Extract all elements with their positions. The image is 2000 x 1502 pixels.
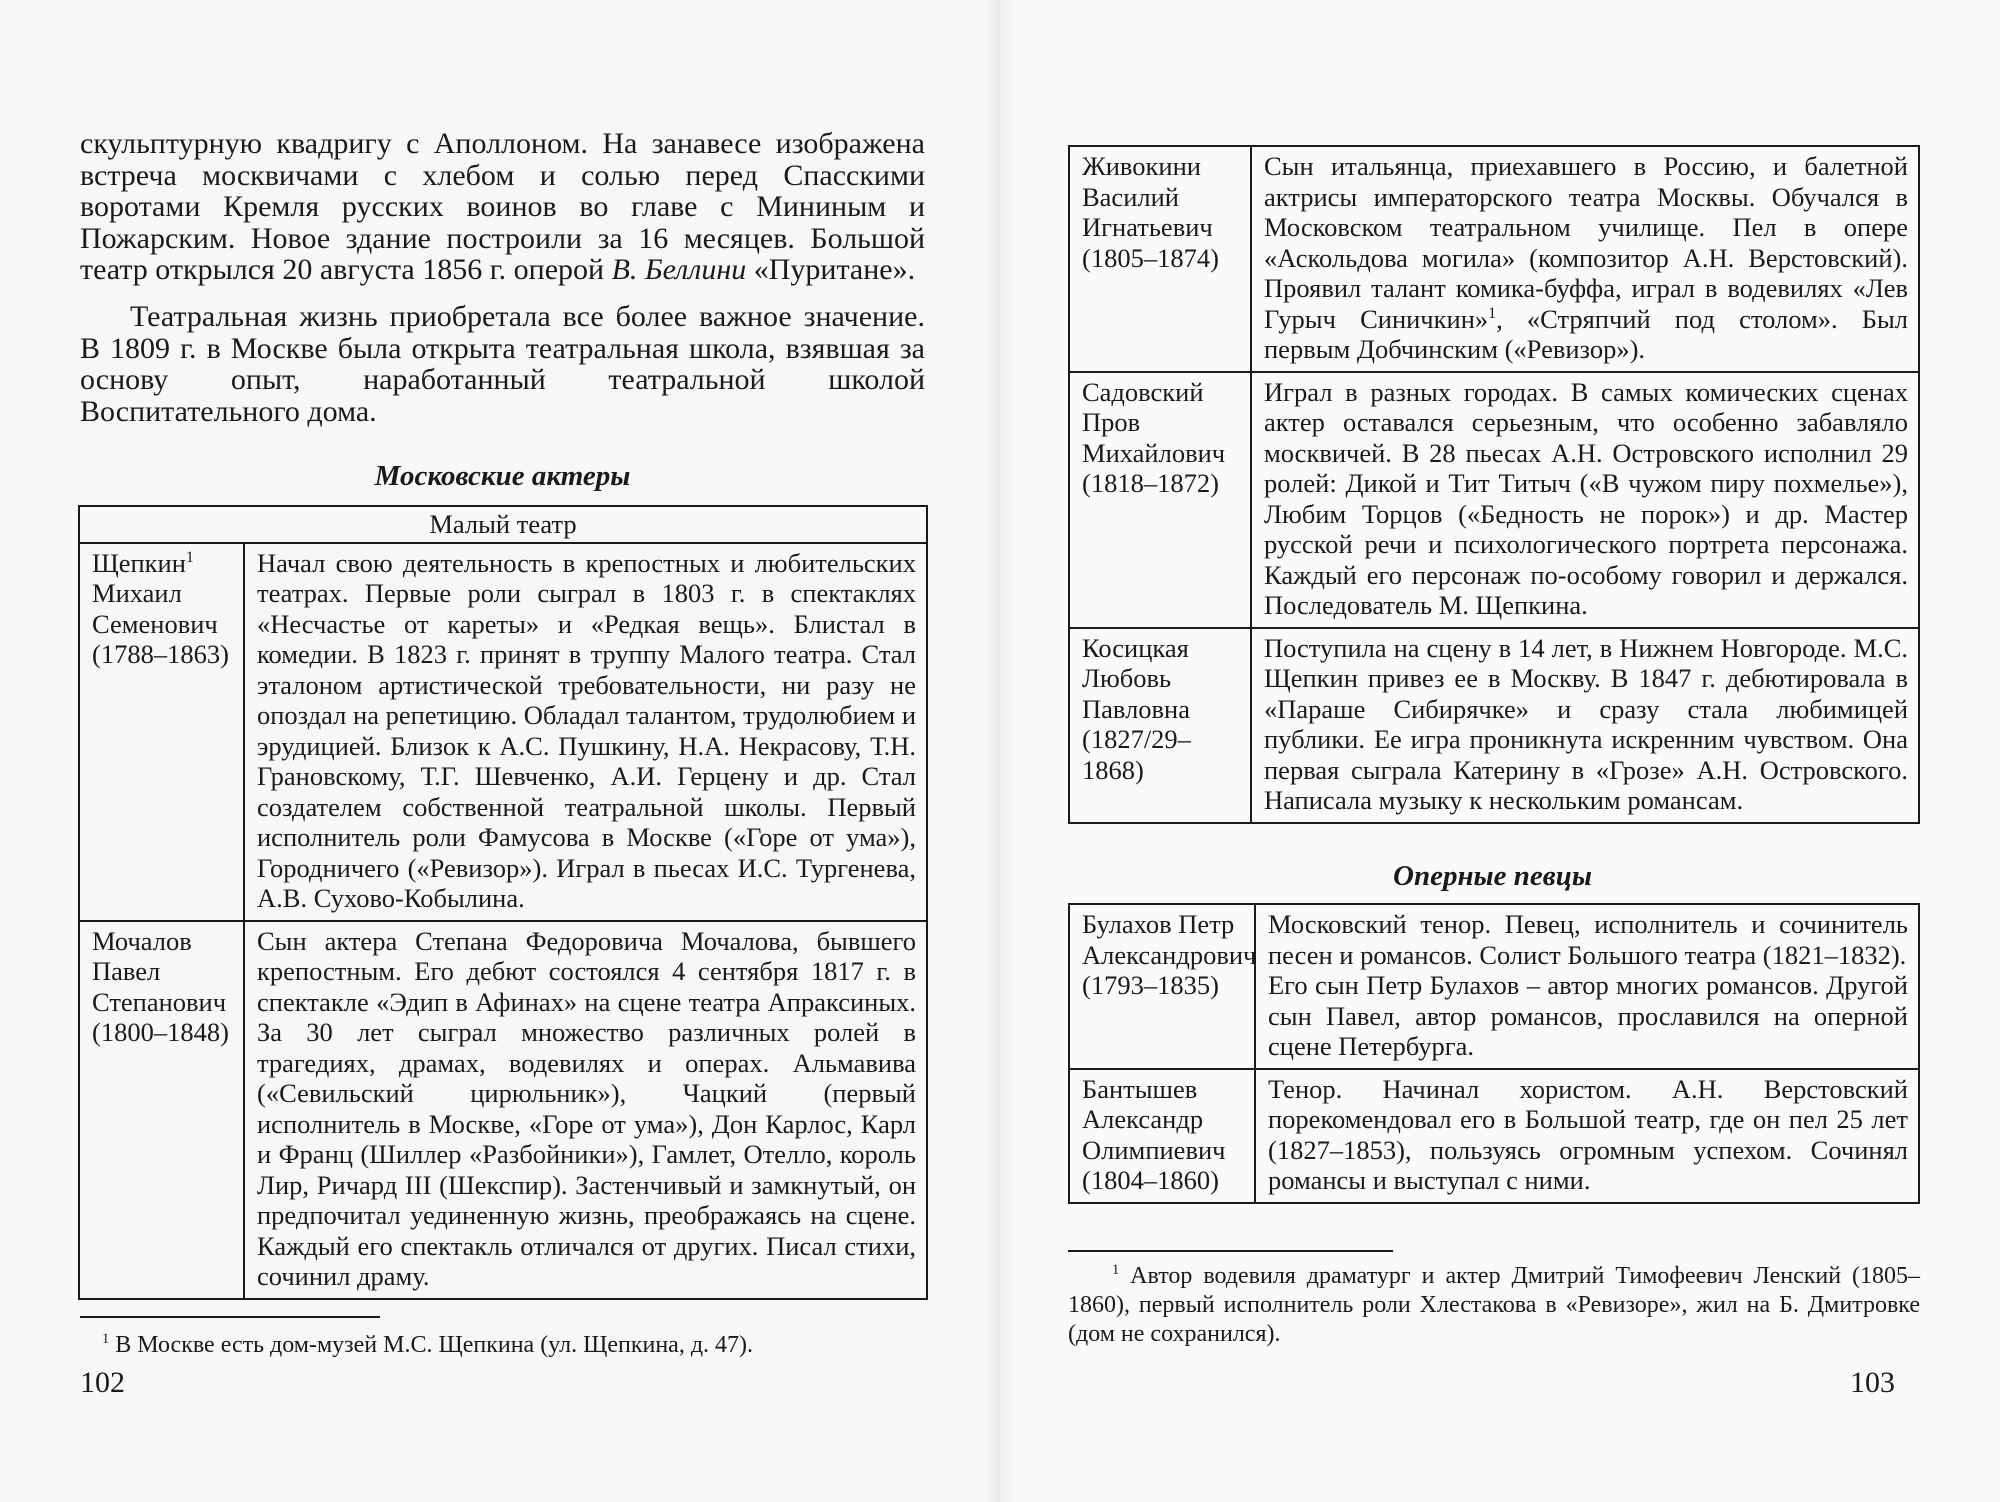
table-header-row xyxy=(79,506,927,543)
table-row xyxy=(79,921,927,1299)
footnote: $^1$ Автор водевиля драматург и актер Дмитрий Тимофеевич Ленский (1805–1860), первый исполнитель роли Хлестакова в «Ревизоре», жил на Б. Дмитровке (дом не сохранился). xyxy=(1068,1262,1920,1347)
table-row xyxy=(1069,372,1919,628)
singer-name: Булахов Петр Александрович (1793–1835) xyxy=(1069,904,1255,1069)
intro-paragraph: скульптурную квадригу с Аполлоном. На занавесе изображена встреча москвичами с хлебом и солью перед Спасскими воротами Кремля русских воинов во главе с Мининым и Пожарским. Новое здание построили за 16 месяцев. Большой театр открылся 20 августа 1856 г. оперой В. Беллини «Пуритане». xyxy=(80,127,925,286)
singer-name: Бантышев Александр Олимпиевич (1804–1860) xyxy=(1069,1069,1255,1203)
singer-bio: Московский тенор. Певец, исполнитель и сочинитель песен и романсов. Солист Большого театра (1821–1832). Его сын Петр Булахов – автор многих романсов. Другой сын Павел, автор романсов, прославился на оперной сцене Петербурга. xyxy=(1255,904,1919,1069)
actor-name: Живокини Василий Игнатьевич (1805–1874) xyxy=(1069,146,1251,372)
actor-bio: Сын актера Степана Федоровича Мочалова, бывшего крепостным. Его дебют состоялся 4 сентября 1817 г. в спектакле «Эдип в Афинах» на сцене театра Апраксиных. За 30 лет сыграл множество различных ролей в трагедиях, драмах, водевилях и операх. Альмавива («Севильский цирюльник»), Чацкий (первый исполнитель в Москве, «Горе от ума»), Дон Карлос, Карл и Франц (Шиллер «Разбойники»), Гамлет, Отелло, король Лир, Ричард III (Шекспир). Застенчивый и замкнутый, он предпочитал уединенную жизнь, преображаясь на сцене. Каждый его спектакль отличался от других. Писал стихи, сочинил драму. xyxy=(244,921,927,1299)
table-row xyxy=(1069,628,1919,823)
footnote-rule xyxy=(80,1316,380,1318)
footnote-marker: 1 xyxy=(1488,304,1497,322)
table-row xyxy=(79,543,927,921)
book-gutter xyxy=(985,0,1015,1502)
moscow-actors-table-continued xyxy=(1068,145,1920,824)
actor-name: Садовский Пров Михайлович (1818–1872) xyxy=(1069,372,1251,628)
table-row xyxy=(1069,904,1919,1069)
footnote-marker: 1 xyxy=(185,548,194,566)
footnote: $^1$ В Москве есть дом-музей М.С. Щепкина (ул. Щепкина, д. 47). xyxy=(102,1331,754,1358)
page-number: 102 xyxy=(80,1366,125,1399)
table-row xyxy=(1069,1069,1919,1203)
footnote-marker: 1 xyxy=(1112,1262,1120,1278)
table-header-maly-theatre: Малый театр xyxy=(79,506,927,543)
actor-bio: Сын итальянца, приехавшего в Россию, и балетной актрисы императорского театра Москвы. Обучался в Московском театральном училище. Пел в опере «Аскольдова могила» (композитор А.Н. Верстовский). Проявил талант комика-буффа, играл в водевилях «Лев Гурыч Синичкин»$^1$, «Стряпчий под столом». Был первым Добчинским («Ревизор»). xyxy=(1251,146,1919,372)
moscow-actors-table xyxy=(78,505,928,1300)
page-number: 103 xyxy=(1850,1366,1895,1399)
table-row xyxy=(1069,146,1919,372)
actor-bio: Начал свою деятельность в крепостных и любительских театрах. Первые роли сыграл в 1803 г. в спектаклях «Несчастье от кареты» и «Редкая вещь». Блистал в комедии. В 1823 г. принят в труппу Малого театра. Стал эталоном артистической требовательности, ни разу не опоздал на репетицию. Обладал талантом, трудолюбием и эрудицией. Близок к А.С. Пушкину, Н.А. Некрасову, Т.Н. Грановскому, Т.Г. Шевченко, А.И. Герцену и др. Стал создателем собственной театральной школы. Первый исполнитель роли Фамусова в Москве («Горе от ума»), Городничего («Ревизор»). Играл в пьесах И.С. Тургенева, А.В. Сухово-Кобылина. xyxy=(244,543,927,921)
actor-name: Косицкая Любовь Павловна (1827/29–1868) xyxy=(1069,628,1251,823)
actor-bio: Играл в разных городах. В самых комических сценах актер оставался серьезным, что особенно забавляло москвичей. В 28 пьесах А.Н. Островского исполнил 29 ролей: Дикой и Тит Титыч («В чужом пиру похмелье»), Любим Торцов («Бедность не порок») и др. Мастер русской речи и психологического портрета персонажа. Каждый его персонаж по-особому говорил и держался. Последователь М. Щепкина. xyxy=(1251,372,1919,628)
actor-name: Щепкин$^1$ Михаил Семенович (1788–1863) xyxy=(79,543,244,921)
theatre-school-paragraph: Театральная жизнь приобретала все более важное значение. В 1809 г. в Москве была открыта театральная школа, взявшая за основу опыт, наработанный театральной школой Воспитательного дома. xyxy=(80,300,925,428)
section-title-opera-singers: Оперные певцы xyxy=(1393,860,1592,892)
singer-bio: Тенор. Начинал хористом. А.Н. Верстовский порекомендовал его в Большой театр, где он пел 25 лет (1827–1853), пользуясь огромным успехом. Сочинял романсы и выступал с ними. xyxy=(1255,1069,1919,1203)
footnote-marker: 1 xyxy=(102,1331,110,1347)
section-title-moscow-actors: Московские актеры xyxy=(374,460,631,492)
actor-bio: Поступила на сцену в 14 лет, в Нижнем Новгороде. М.С. Щепкин привез ее в Москву. В 1847 г. дебютировала в «Параше Сибирячке» и сразу стала любимицей публики. Ее игра проникнута искренним чувством. Она первая сыграла Катерину в «Грозе» А.Н. Островского. Написала музыку к нескольким романсам. xyxy=(1251,628,1919,823)
opera-singers-table xyxy=(1068,903,1920,1204)
composer-name: В. Беллини xyxy=(611,253,747,286)
actor-name: Мочалов Павел Степанович (1800–1848) xyxy=(79,921,244,1299)
footnote-rule xyxy=(1068,1250,1393,1252)
